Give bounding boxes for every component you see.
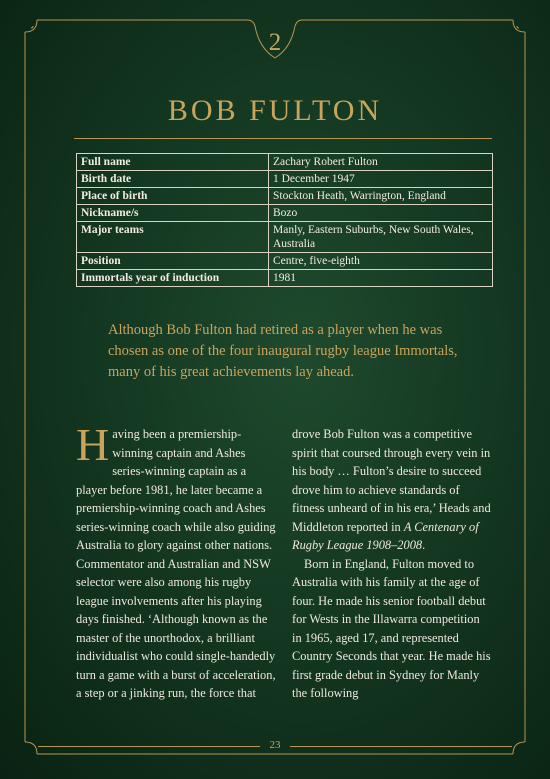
row-value: Stockton Heath, Warrington, England	[269, 188, 493, 205]
row-value: Bozo	[269, 205, 493, 222]
row-label: Position	[77, 253, 269, 270]
row-value: Manly, Eastern Suburbs, New South Wales, Australia	[269, 222, 493, 253]
book-title: A Centenary of Rugby League 1908–2008	[292, 519, 479, 552]
table-row	[77, 270, 493, 287]
title-divider	[74, 138, 492, 139]
profile-table	[76, 153, 493, 287]
footer-rule-right	[290, 746, 512, 747]
paragraph-text: aving been a premiership-winning captain and Ashes series-winning captain as a player before 1981, he later became a premiership-winning coach and Ashes series-winning coach while also guiding Australia to glory against other nations. Commentator and Australian and NSW selector were also among his rugby league involvements after his playing days finished. ‘Although known as the master of the unorthodox, a brilliant individualist who could single-handedly turn a game with a burst of acceleration, a step or a jinking run, the force that drove Bob Fulton was a competitive spirit that coursed through every vein in his body … Fulton’s desire to succeed drove him to achieve standards of fitness unheard of in his era,’ Heads and Middleton reported in	[76, 427, 491, 700]
body-paragraph: Born in England, Fulton moved to Australia with his family at the age of four. He made his senior football debut for Wests in the Illawarra competition in 1965, aged 17, and represented Country Seconds that year. He made his first grade debut in Sydney for Manly the following	[292, 556, 491, 700]
table-row	[77, 188, 493, 205]
table-row	[77, 222, 493, 253]
table-row	[77, 253, 493, 270]
row-value: Centre, five-eighth	[269, 253, 493, 270]
row-label: Nickname/s	[77, 205, 269, 222]
row-value: 1981	[269, 270, 493, 287]
row-value: Zachary Robert Fulton	[269, 154, 493, 171]
page-title: BOB FULTON	[167, 94, 383, 127]
intro-pullquote: Although Bob Fulton had retired as a player when he was chosen as one of the four inaugural rugby league Immortals, many of his great achievements lay ahead.	[108, 322, 458, 380]
row-value: 1 December 1947	[269, 171, 493, 188]
page-number: 23	[269, 739, 281, 751]
table-row	[77, 154, 493, 171]
drop-cap: H	[76, 419, 110, 470]
row-label: Birth date	[77, 171, 269, 188]
row-label: Major teams	[77, 222, 269, 253]
row-label: Immortals year of induction	[77, 270, 269, 287]
table-row	[77, 171, 493, 188]
row-label: Place of birth	[77, 188, 269, 205]
chapter-number: 2	[268, 29, 282, 56]
paragraph-end: .	[422, 538, 426, 552]
body-column-left	[76, 419, 492, 705]
table-row	[77, 205, 493, 222]
row-label: Full name	[77, 154, 269, 171]
